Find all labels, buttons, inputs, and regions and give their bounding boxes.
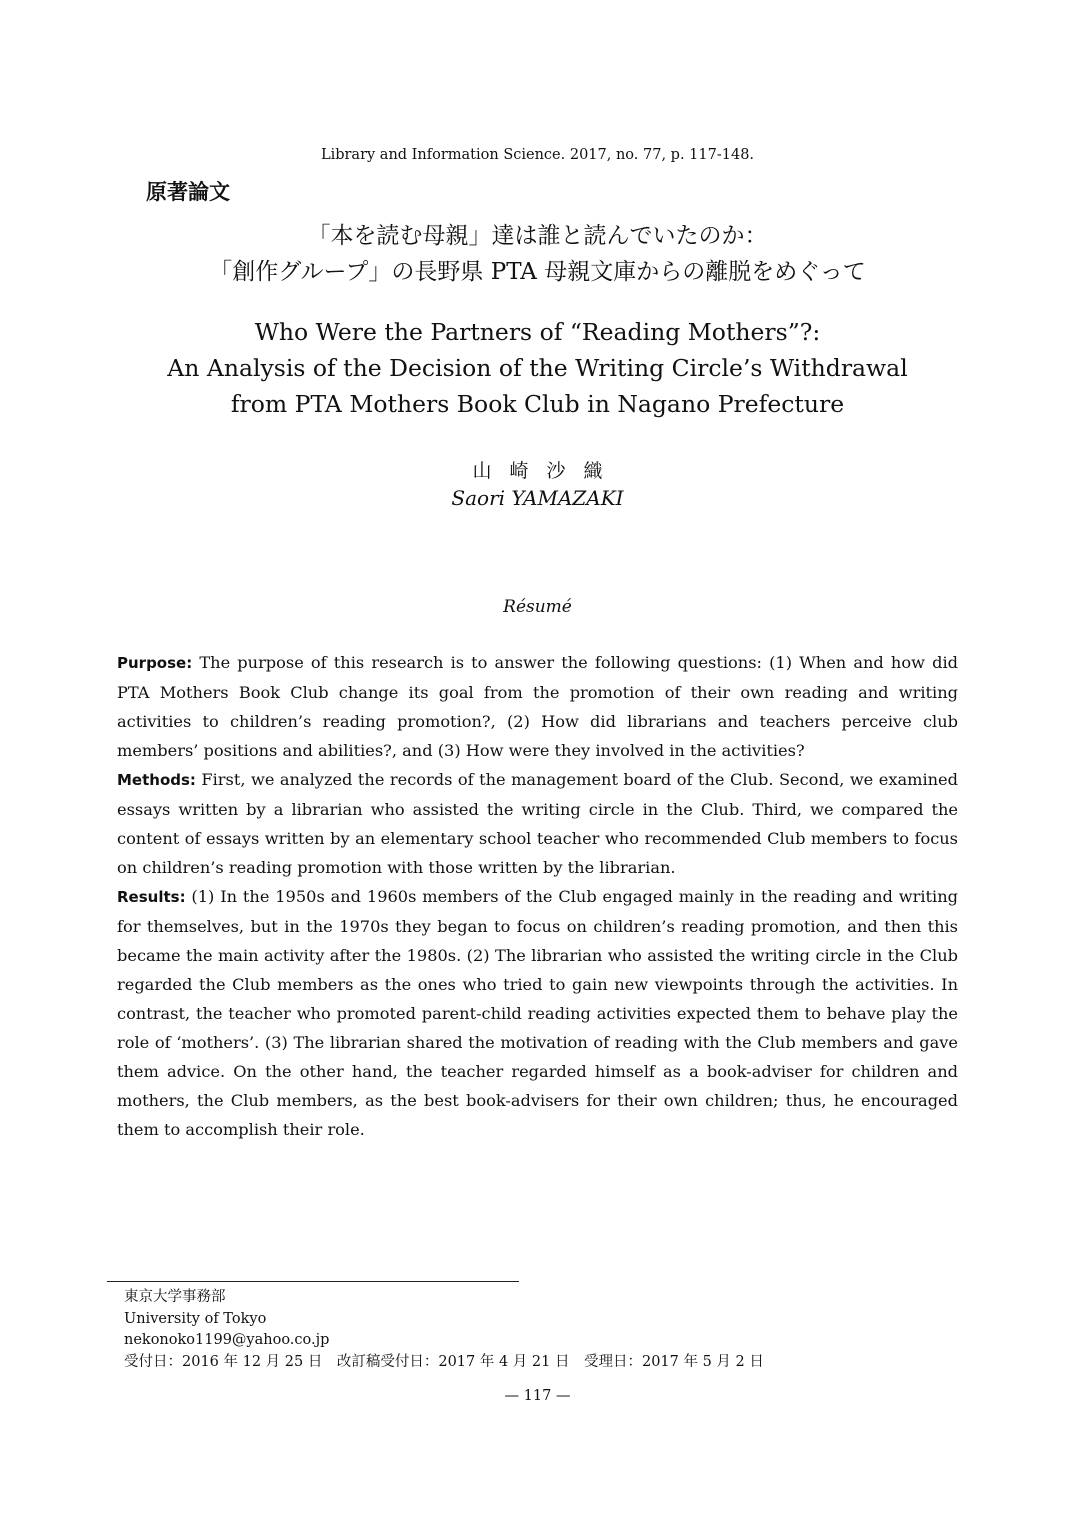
english-title-line-3: from PTA Mothers Book Club in Nagano Prefecture bbox=[230, 390, 845, 418]
affiliation-english: University of Tokyo bbox=[124, 1310, 267, 1327]
results-label: Results: bbox=[117, 888, 186, 906]
abstract-purpose bbox=[117, 648, 958, 765]
abstract-results bbox=[117, 882, 958, 1144]
page-number: — 117 — bbox=[504, 1388, 571, 1404]
methods-label: Methods: bbox=[117, 771, 196, 789]
english-title-line-2: An Analysis of the Decision of the Writing Circle’s Withdrawal bbox=[167, 354, 908, 382]
author-email: nekonoko1199@yahoo.co.jp bbox=[124, 1332, 330, 1348]
author-name-japanese: 山崎沙織 bbox=[472, 460, 621, 482]
results-text: (1) In the 1950s and 1960s members of the Club engaged mainly in the reading and writing for themselves, but in the 1970s they began to focus on children’s reading promotion, and then this became the main activity after the 1980s. (2) The librarian who assisted the writing circle in the Club regarded the Club members as the ones who tried to gain new viewpoints through the activities. In contrast, the teacher who promoted parent-child reading activities expected them to behave play the role of ‘mothers’. (3) The librarian shared the motivation of reading with the Club members and gave them advice. On the other hand, the teacher regarded himself as a book-adviser for children and mothers, the Club members, as the best book-advisers for their own children; thus, he encouraged them to accomplish their role. bbox=[117, 887, 958, 1139]
english-title-line-1: Who Were the Partners of “Reading Mothers”?: bbox=[254, 318, 821, 346]
article-type-label: 原著論文 bbox=[146, 180, 230, 204]
english-title bbox=[0, 314, 1075, 422]
resume-heading: Résumé bbox=[503, 597, 572, 617]
japanese-title-line-1: 「本を読む母親」達は誰と読んでいたのか： bbox=[307, 223, 768, 249]
purpose-label: Purpose: bbox=[117, 654, 193, 672]
methods-text: First, we analyzed the records of the management board of the Club. Second, we examined essays written by a librarian who assisted the writing circle in the Club. Third, we compared the content of essays written by an elementary school teacher who recommended Club members to focus on children’s reading promotion with those written by the librarian. bbox=[117, 770, 958, 877]
japanese-title bbox=[0, 218, 1075, 290]
japanese-title-line-2: 「創作グループ」の長野県 PTA 母親文庫からの離脱をめぐって bbox=[209, 259, 866, 285]
author-name-english: Saori YAMAZAKI bbox=[451, 486, 624, 510]
abstract-body bbox=[117, 648, 958, 1144]
affiliation-japanese: 東京大学事務部 bbox=[124, 1289, 226, 1305]
footnote bbox=[124, 1287, 764, 1373]
abstract-methods bbox=[117, 765, 958, 882]
journal-citation: Library and Information Science. 2017, no. 77, p. 117-148. bbox=[320, 147, 755, 163]
submission-dates: 受付日：2016 年 12 月 25 日 改訂稿受付日：2017 年 4 月 21 日 受理日：2017 年 5 月 2 日 bbox=[124, 1353, 764, 1370]
purpose-text: The purpose of this research is to answer the following questions: (1) When and how did PTA Mothers Book Club change its goal from the promotion of their own reading and writing activities to children’s reading promotion?, (2) How did librarians and teachers perceive club members’ positions and abilities?, and (3) How were they involved in the activities? bbox=[117, 653, 958, 760]
footnote-divider bbox=[107, 1281, 519, 1282]
